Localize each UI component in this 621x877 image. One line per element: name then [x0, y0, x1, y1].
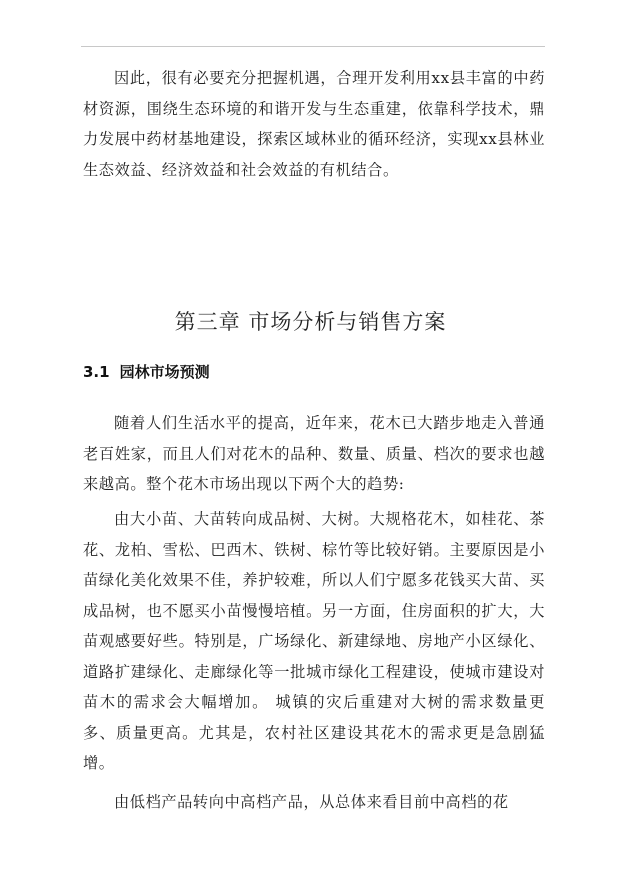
section-number: 3.1 [83, 363, 110, 381]
intro-paragraph: 因此，很有必要充分把握机遇，合理开发利用xx县丰富的中药材资源，围绕生态环境的和谐开发与生态重建，依靠科学技术，鼎力发展中药材基地建设，探索区域林业的循环经济，实现xx县林业生态效益、经济效益和社会效益的有机结合。 [83, 69, 545, 179]
section-heading [83, 361, 210, 382]
header-rule [81, 46, 545, 47]
body-paragraph: 由大小苗、大苗转向成品树、大树。大规格花木，如桂花、茶花、龙柏、雪松、巴西木、铁树、棕竹等比较好销。主要原因是小苗绿化美化效果不佳，养护较难，所以人们宁愿多花钱买大苗、买成品树，也不愿买小苗慢慢培植。另一方面，住房面积的扩大，大苗观感要好些。特别是，广场绿化、新建绿地、房地产小区绿化、道路扩建绿化、走廊绿化等一批城市绿化工程建设，使城市建设对苗木的需求会大幅增加。 城镇的灾后重建对大树的需求数量更多、质量更高。尤其是，农村社区建设其花木的需求更是急剧猛增。 [83, 510, 545, 772]
chapter-title: 第三章 市场分析与销售方案 [174, 310, 447, 334]
body-paragraph: 随着人们生活水平的提高，近年来，花木已大踏步地走入普通老百姓家，而且人们对花木的品种、数量、质量、档次的要求也越来越高。整个花木市场出现以下两个大的趋势: [83, 414, 545, 493]
body-paragraph: 由低档产品转向中高档产品，从总体来看目前中高档的花 [114, 793, 509, 811]
section-title: 园林市场预测 [119, 363, 210, 381]
